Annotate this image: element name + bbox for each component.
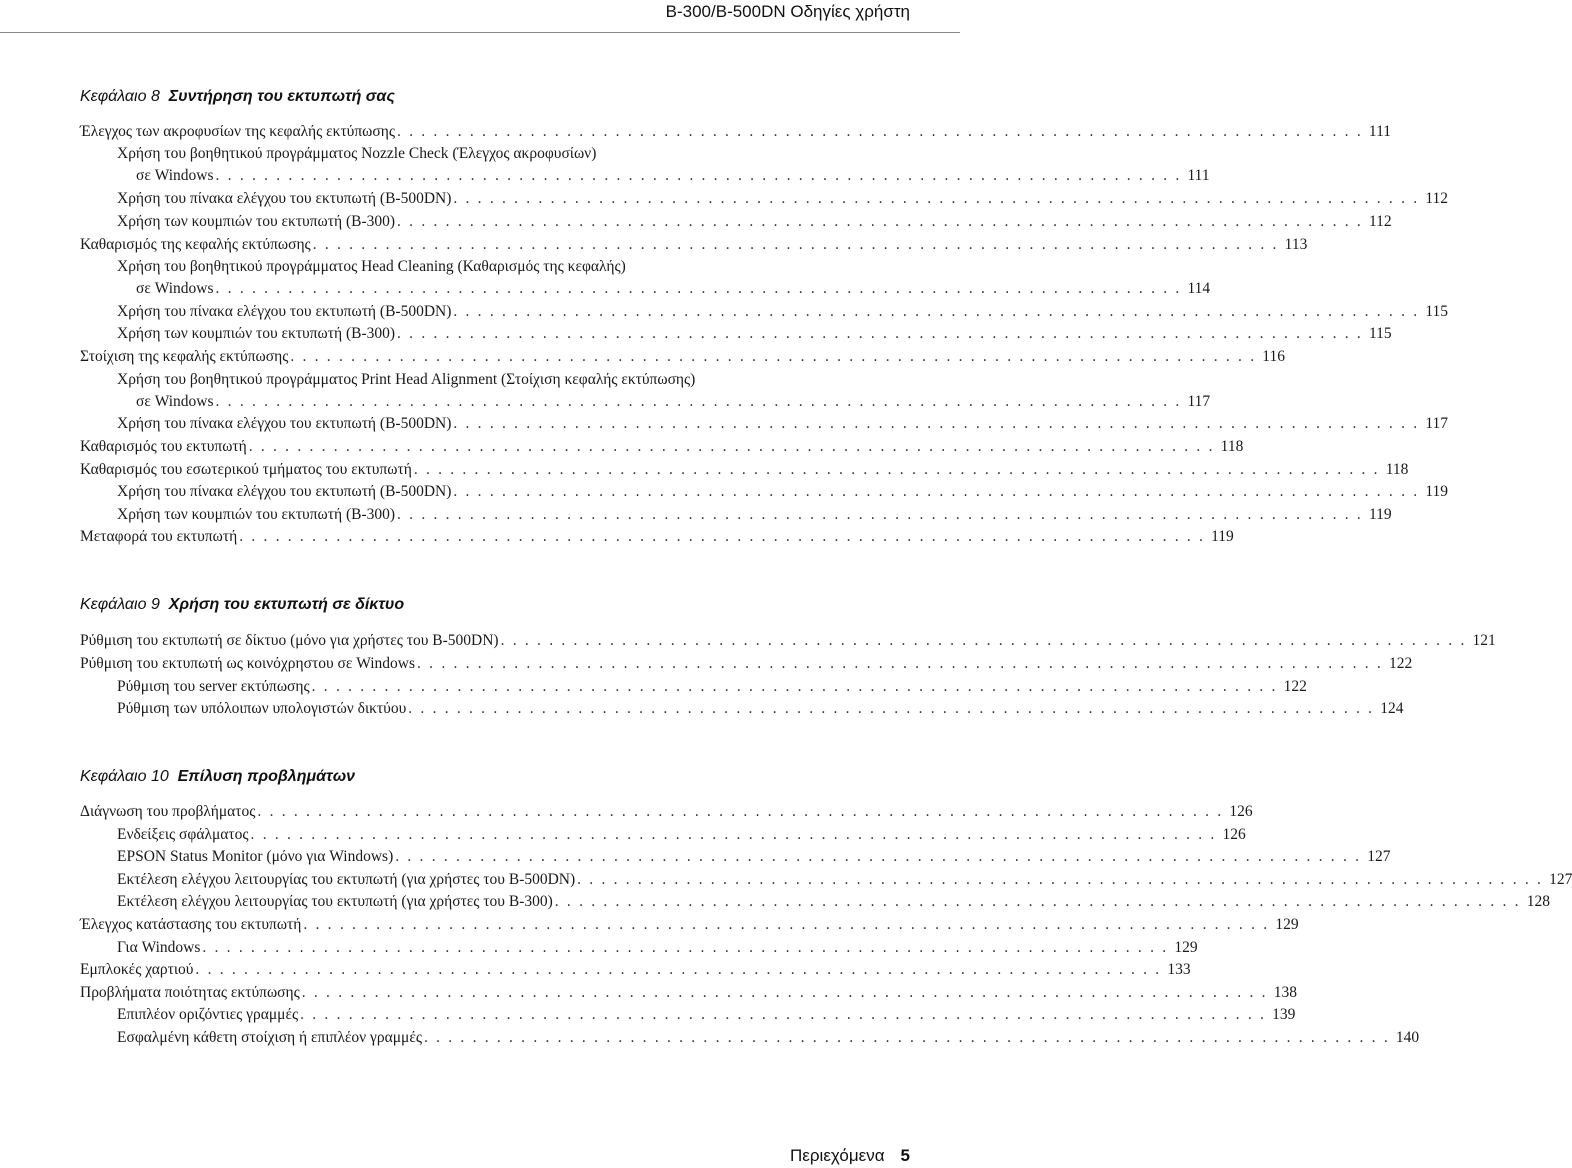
leader-dots: . . . . . . . . . . . . . . . . . . . . . . . . . . . . . . . . . . . . . . . . . . . . . . . . . . . . . . . . . . . . . . . . . . . . . . . . . . . . . . . .	[423, 1029, 1390, 1046]
toc-entry[interactable]: Για Windows . . . . . . . . . . . . . . . . . . . . . . . . . . . . . . . . . . . . . . . . . . . . . . . . . . . . . . . . . . . . . . . . . . . . . . . . . . . . . . . . 129	[117, 937, 783, 959]
chapter-heading-8	[80, 88, 783, 106]
leader-dots: . . . . . . . . . . . . . . . . . . . . . . . . . . . . . . . . . . . . . . . . . . . . . . . . . . . . . . . . . . . . . . . . . . . . . . . . . . . . . . . .	[250, 826, 1217, 843]
leader-dots: . . . . . . . . . . . . . . . . . . . . . . . . . . . . . . . . . . . . . . . . . . . . . . . . . . . . . . . . . . . . . . . . . . . . . . . . . . . . . . . .	[453, 483, 1420, 500]
toc-entry[interactable]: Εκτέλεση ελέγχου λειτουργίας του εκτυπωτή (για χρήστες του B-500DN) . . . . . . . . . . . . . . . . . . . . . . . . . . . . . . . . . . . . . . . . . . . . . . . . . . . . . . . . . . . . . . . . . . . . . . . . . . . . . . . . 127	[117, 869, 783, 891]
toc-entry[interactable]: Χρήση των κουμπιών του εκτυπωτή (B-300) . . . . . . . . . . . . . . . . . . . . . . . . . . . . . . . . . . . . . . . . . . . . . . . . . . . . . . . . . . . . . . . . . . . . . . . . . . . . . . . . 112	[117, 211, 783, 233]
page-number: 138	[1273, 984, 1297, 1001]
toc-entry[interactable]: Εσφαλμένη κάθετη στοίχιση ή επιπλέον γραμμές . . . . . . . . . . . . . . . . . . . . . . . . . . . . . . . . . . . . . . . . . . . . . . . . . . . . . . . . . . . . . . . . . . . . . . . . . . . . . . . . 140	[117, 1027, 783, 1049]
page-number: 122	[1283, 678, 1307, 695]
page-number: 139	[1272, 1006, 1296, 1023]
leader-dots: . . . . . . . . . . . . . . . . . . . . . . . . . . . . . . . . . . . . . . . . . . . . . . . . . . . . . . . . . . . . . . . . . . . . . . . . . . . . . . . .	[311, 678, 1278, 695]
header-title: B-300/B-500DN Οδηγίες χρήστη	[665, 2, 910, 21]
toc-entry[interactable]: Μεταφορά του εκτυπωτή . . . . . . . . . . . . . . . . . . . . . . . . . . . . . . . . . . . . . . . . . . . . . . . . . . . . . . . . . . . . . . . . . . . . . . . . . . . . . . . . 119	[80, 526, 783, 548]
leader-dots: . . . . . . . . . . . . . . . . . . . . . . . . . . . . . . . . . . . . . . . . . . . . . . . . . . . . . . . . . . . . . . . . . . . . . . . . . . . . . . . .	[453, 303, 1420, 320]
toc-entry[interactable]: Έλεγχος κατάστασης του εκτυπωτή . . . . . . . . . . . . . . . . . . . . . . . . . . . . . . . . . . . . . . . . . . . . . . . . . . . . . . . . . . . . . . . . . . . . . . . . . . . . . . . . 129	[80, 914, 783, 936]
toc-entry[interactable]: Χρήση του πίνακα ελέγχου του εκτυπωτή (B-500DN) . . . . . . . . . . . . . . . . . . . . . . . . . . . . . . . . . . . . . . . . . . . . . . . . . . . . . . . . . . . . . . . . . . . . . . . . . . . . . . . . 112	[117, 188, 783, 210]
leader-dots: . . . . . . . . . . . . . . . . . . . . . . . . . . . . . . . . . . . . . . . . . . . . . . . . . . . . . . . . . . . . . . . . . . . . . . . . . . . . . . . .	[300, 1006, 1267, 1023]
page-number: 117	[1425, 415, 1448, 432]
toc-entry[interactable]: Χρήση του βοηθητικού προγράμματος Print Head Alignment (Στοίχιση κεφαλής εκτύπωσης)	[117, 371, 696, 388]
leader-dots: . . . . . . . . . . . . . . . . . . . . . . . . . . . . . . . . . . . . . . . . . . . . . . . . . . . . . . . . . . . . . . . . . . . . . . . . . . . . . . . .	[453, 190, 1420, 207]
page-number: 114	[1187, 280, 1211, 297]
page-number: 133	[1167, 961, 1191, 978]
toc-entry[interactable]: Χρήση του πίνακα ελέγχου του εκτυπωτή (B-500DN) . . . . . . . . . . . . . . . . . . . . . . . . . . . . . . . . . . . . . . . . . . . . . . . . . . . . . . . . . . . . . . . . . . . . . . . . . . . . . . . . 115	[117, 301, 783, 323]
page-number: 126	[1222, 826, 1246, 843]
toc-entry[interactable]: Έλεγχος των ακροφυσίων της κεφαλής εκτύπωσης . . . . . . . . . . . . . . . . . . . . . . . . . . . . . . . . . . . . . . . . . . . . . . . . . . . . . . . . . . . . . . . . . . . . . . . . . . . . . . . . 111	[80, 121, 783, 143]
toc-entry[interactable]: Ρύθμιση του εκτυπωτή σε δίκτυο (μόνο για χρήστες του B-500DN) . . . . . . . . . . . . . . . . . . . . . . . . . . . . . . . . . . . . . . . . . . . . . . . . . . . . . . . . . . . . . . . . . . . . . . . . . . . . . . . . 121	[80, 630, 783, 652]
page-header	[0, 0, 960, 30]
page-number: 112	[1368, 213, 1392, 230]
leader-dots: . . . . . . . . . . . . . . . . . . . . . . . . . . . . . . . . . . . . . . . . . . . . . . . . . . . . . . . . . . . . . . . . . . . . . . . . . . . . . . . .	[202, 939, 1169, 956]
page-number: 129	[1174, 939, 1198, 956]
footer-section: Περιεχόμενα	[790, 1146, 885, 1165]
leader-dots: . . . . . . . . . . . . . . . . . . . . . . . . . . . . . . . . . . . . . . . . . . . . . . . . . . . . . . . . . . . . . . . . . . . . . . . . . . . . . . . .	[312, 236, 1279, 253]
leader-dots: . . . . . . . . . . . . . . . . . . . . . . . . . . . . . . . . . . . . . . . . . . . . . . . . . . . . . . . . . . . . . . . . . . . . . . . . . . . . . . . .	[408, 700, 1375, 717]
toc-entry[interactable]: Χρήση του βοηθητικού προγράμματος Nozzle Check (Έλεγχος ακροφυσίων)	[117, 145, 597, 162]
page-number: 118	[1220, 438, 1244, 455]
leader-dots: . . . . . . . . . . . . . . . . . . . . . . . . . . . . . . . . . . . . . . . . . . . . . . . . . . . . . . . . . . . . . . . . . . . . . . . . . . . . . . . .	[301, 984, 1268, 1001]
page-footer	[790, 1146, 910, 1166]
leader-dots: . . . . . . . . . . . . . . . . . . . . . . . . . . . . . . . . . . . . . . . . . . . . . . . . . . . . . . . . . . . . . . . . . . . . . . . . . . . . . . . .	[195, 961, 1162, 978]
toc-entry[interactable]: σε Windows . . . . . . . . . . . . . . . . . . . . . . . . . . . . . . . . . . . . . . . . . . . . . . . . . . . . . . . . . . . . . . . . . . . . . . . . . . . . . . . . 111	[136, 165, 783, 187]
page-number: 113	[1284, 236, 1308, 253]
leader-dots: . . . . . . . . . . . . . . . . . . . . . . . . . . . . . . . . . . . . . . . . . . . . . . . . . . . . . . . . . . . . . . . . . . . . . . . . . . . . . . . .	[215, 167, 1182, 184]
chapter-prefix: Κεφάλαιο 9	[80, 596, 160, 613]
toc-entry[interactable]: Ρύθμιση του server εκτύπωσης . . . . . . . . . . . . . . . . . . . . . . . . . . . . . . . . . . . . . . . . . . . . . . . . . . . . . . . . . . . . . . . . . . . . . . . . . . . . . . . . 122	[117, 676, 783, 698]
toc-entry[interactable]: Καθαρισμός του εσωτερικού τμήματος του εκτυπωτή . . . . . . . . . . . . . . . . . . . . . . . . . . . . . . . . . . . . . . . . . . . . . . . . . . . . . . . . . . . . . . . . . . . . . . . . . . . . . . . . 118	[80, 459, 783, 481]
chapter-heading-10	[80, 768, 783, 786]
leader-dots: . . . . . . . . . . . . . . . . . . . . . . . . . . . . . . . . . . . . . . . . . . . . . . . . . . . . . . . . . . . . . . . . . . . . . . . . . . . . . . . .	[577, 871, 1544, 888]
page-number: 122	[1388, 655, 1413, 672]
toc-entry[interactable]: Εμπλοκές χαρτιού . . . . . . . . . . . . . . . . . . . . . . . . . . . . . . . . . . . . . . . . . . . . . . . . . . . . . . . . . . . . . . . . . . . . . . . . . . . . . . . . 133	[80, 959, 783, 981]
leader-dots: . . . . . . . . . . . . . . . . . . . . . . . . . . . . . . . . . . . . . . . . . . . . . . . . . . . . . . . . . . . . . . . . . . . . . . . . . . . . . . . .	[257, 803, 1224, 820]
page-number: 128	[1526, 893, 1550, 910]
leader-dots: . . . . . . . . . . . . . . . . . . . . . . . . . . . . . . . . . . . . . . . . . . . . . . . . . . . . . . . . . . . . . . . . . . . . . . . . . . . . . . . .	[303, 916, 1270, 933]
toc-entry[interactable]: Επιπλέον οριζόντιες γραμμές . . . . . . . . . . . . . . . . . . . . . . . . . . . . . . . . . . . . . . . . . . . . . . . . . . . . . . . . . . . . . . . . . . . . . . . . . . . . . . . . 139	[117, 1004, 783, 1026]
leader-dots: . . . . . . . . . . . . . . . . . . . . . . . . . . . . . . . . . . . . . . . . . . . . . . . . . . . . . . . . . . . . . . . . . . . . . . . . . . . . . . . .	[397, 325, 1363, 342]
chapter-title: Συντήρηση του εκτυπωτή σας	[168, 88, 395, 105]
toc-entry[interactable]: Καθαρισμός της κεφαλής εκτύπωσης . . . . . . . . . . . . . . . . . . . . . . . . . . . . . . . . . . . . . . . . . . . . . . . . . . . . . . . . . . . . . . . . . . . . . . . . . . . . . . . . 113	[80, 234, 783, 256]
page-number: 115	[1368, 325, 1392, 342]
page-number: 119	[1368, 506, 1392, 523]
footer-page-number: 5	[900, 1146, 910, 1165]
leader-dots: . . . . . . . . . . . . . . . . . . . . . . . . . . . . . . . . . . . . . . . . . . . . . . . . . . . . . . . . . . . . . . . . . . . . . . . . . . . . . . . .	[239, 528, 1206, 545]
chapter-title: Χρήση του εκτυπωτή σε δίκτυο	[168, 596, 405, 613]
page-number: 117	[1187, 393, 1211, 410]
page-number: 127	[1367, 848, 1391, 865]
page-number: 116	[1262, 348, 1285, 365]
toc-entry[interactable]: σε Windows . . . . . . . . . . . . . . . . . . . . . . . . . . . . . . . . . . . . . . . . . . . . . . . . . . . . . . . . . . . . . . . . . . . . . . . . . . . . . . . . 114	[136, 278, 783, 300]
chapter-heading-9	[80, 596, 783, 614]
leader-dots: . . . . . . . . . . . . . . . . . . . . . . . . . . . . . . . . . . . . . . . . . . . . . . . . . . . . . . . . . . . . . . . . . . . . . . . . . . . . . . . .	[500, 632, 1467, 649]
toc-entry[interactable]: Χρήση των κουμπιών του εκτυπωτή (B-300) . . . . . . . . . . . . . . . . . . . . . . . . . . . . . . . . . . . . . . . . . . . . . . . . . . . . . . . . . . . . . . . . . . . . . . . . . . . . . . . . 115	[117, 323, 783, 345]
toc-entry[interactable]: Χρήση του πίνακα ελέγχου του εκτυπωτή (B-500DN) . . . . . . . . . . . . . . . . . . . . . . . . . . . . . . . . . . . . . . . . . . . . . . . . . . . . . . . . . . . . . . . . . . . . . . . . . . . . . . . . 117	[117, 413, 783, 435]
page-number: 121	[1472, 632, 1496, 649]
toc-entry[interactable]: Ενδείξεις σφάλματος . . . . . . . . . . . . . . . . . . . . . . . . . . . . . . . . . . . . . . . . . . . . . . . . . . . . . . . . . . . . . . . . . . . . . . . . . . . . . . . . 126	[117, 824, 783, 846]
leader-dots: . . . . . . . . . . . . . . . . . . . . . . . . . . . . . . . . . . . . . . . . . . . . . . . . . . . . . . . . . . . . . . . . . . . . . . . . . . . . . . . .	[397, 506, 1363, 523]
toc-entry[interactable]: Εκτέλεση ελέγχου λειτουργίας του εκτυπωτή (για χρήστες του B-300) . . . . . . . . . . . . . . . . . . . . . . . . . . . . . . . . . . . . . . . . . . . . . . . . . . . . . . . . . . . . . . . . . . . . . . . . . . . . . . . . 128	[117, 891, 783, 913]
page-number: 140	[1395, 1029, 1420, 1046]
page-number: 119	[1425, 483, 1448, 500]
page-number: 127	[1549, 871, 1572, 888]
toc-entry[interactable]: Ρύθμιση των υπόλοιπων υπολογιστών δικτύου . . . . . . . . . . . . . . . . . . . . . . . . . . . . . . . . . . . . . . . . . . . . . . . . . . . . . . . . . . . . . . . . . . . . . . . . . . . . . . . . 124	[117, 698, 783, 720]
leader-dots: . . . . . . . . . . . . . . . . . . . . . . . . . . . . . . . . . . . . . . . . . . . . . . . . . . . . . . . . . . . . . . . . . . . . . . . . . . . . . . . .	[396, 123, 1363, 140]
leader-dots: . . . . . . . . . . . . . . . . . . . . . . . . . . . . . . . . . . . . . . . . . . . . . . . . . . . . . . . . . . . . . . . . . . . . . . . . . . . . . . . .	[554, 893, 1521, 910]
toc-entry[interactable]: σε Windows . . . . . . . . . . . . . . . . . . . . . . . . . . . . . . . . . . . . . . . . . . . . . . . . . . . . . . . . . . . . . . . . . . . . . . . . . . . . . . . . 117	[136, 391, 783, 413]
leader-dots: . . . . . . . . . . . . . . . . . . . . . . . . . . . . . . . . . . . . . . . . . . . . . . . . . . . . . . . . . . . . . . . . . . . . . . . . . . . . . . . .	[413, 461, 1380, 478]
leader-dots: . . . . . . . . . . . . . . . . . . . . . . . . . . . . . . . . . . . . . . . . . . . . . . . . . . . . . . . . . . . . . . . . . . . . . . . . . . . . . . . .	[417, 655, 1383, 672]
toc-entry[interactable]: EPSON Status Monitor (μόνο για Windows) . . . . . . . . . . . . . . . . . . . . . . . . . . . . . . . . . . . . . . . . . . . . . . . . . . . . . . . . . . . . . . . . . . . . . . . . . . . . . . . . 127	[117, 846, 783, 868]
leader-dots: . . . . . . . . . . . . . . . . . . . . . . . . . . . . . . . . . . . . . . . . . . . . . . . . . . . . . . . . . . . . . . . . . . . . . . . . . . . . . . . .	[397, 213, 1363, 230]
chapter-title: Επίλυση προβλημάτων	[177, 768, 356, 785]
header-divider	[0, 32, 960, 33]
page-number: 118	[1385, 461, 1409, 478]
toc-entry[interactable]: Ρύθμιση του εκτυπωτή ως κοινόχρηστου σε Windows . . . . . . . . . . . . . . . . . . . . . . . . . . . . . . . . . . . . . . . . . . . . . . . . . . . . . . . . . . . . . . . . . . . . . . . . . . . . . . . . 122	[80, 653, 783, 675]
toc-entry[interactable]: Χρήση του βοηθητικού προγράμματος Head Cleaning (Καθαρισμός της κεφαλής)	[117, 258, 626, 275]
leader-dots: . . . . . . . . . . . . . . . . . . . . . . . . . . . . . . . . . . . . . . . . . . . . . . . . . . . . . . . . . . . . . . . . . . . . . . . . . . . . . . . .	[453, 415, 1420, 432]
toc-entry[interactable]: Στοίχιση της κεφαλής εκτύπωσης . . . . . . . . . . . . . . . . . . . . . . . . . . . . . . . . . . . . . . . . . . . . . . . . . . . . . . . . . . . . . . . . . . . . . . . . . . . . . . . . 116	[80, 346, 783, 368]
leader-dots: . . . . . . . . . . . . . . . . . . . . . . . . . . . . . . . . . . . . . . . . . . . . . . . . . . . . . . . . . . . . . . . . . . . . . . . . . . . . . . . .	[215, 280, 1182, 297]
toc-entry[interactable]: Καθαρισμός του εκτυπωτή . . . . . . . . . . . . . . . . . . . . . . . . . . . . . . . . . . . . . . . . . . . . . . . . . . . . . . . . . . . . . . . . . . . . . . . . . . . . . . . . 118	[80, 436, 783, 458]
page-number: 111	[1187, 167, 1210, 184]
toc-entry[interactable]: Διάγνωση του προβλήματος . . . . . . . . . . . . . . . . . . . . . . . . . . . . . . . . . . . . . . . . . . . . . . . . . . . . . . . . . . . . . . . . . . . . . . . . . . . . . . . . 126	[80, 801, 783, 823]
page-number: 124	[1380, 700, 1404, 717]
page-number: 129	[1275, 916, 1299, 933]
page-number: 115	[1425, 303, 1448, 320]
chapter-prefix: Κεφάλαιο 8	[80, 88, 160, 105]
page-number: 119	[1211, 528, 1234, 545]
page-number: 126	[1229, 803, 1253, 820]
page-number: 111	[1368, 123, 1392, 140]
leader-dots: . . . . . . . . . . . . . . . . . . . . . . . . . . . . . . . . . . . . . . . . . . . . . . . . . . . . . . . . . . . . . . . . . . . . . . . . . . . . . . . .	[395, 848, 1362, 865]
toc-entry[interactable]: Χρήση του πίνακα ελέγχου του εκτυπωτή (B-500DN) . . . . . . . . . . . . . . . . . . . . . . . . . . . . . . . . . . . . . . . . . . . . . . . . . . . . . . . . . . . . . . . . . . . . . . . . . . . . . . . . 119	[117, 481, 783, 503]
page-number: 112	[1425, 190, 1448, 207]
toc-entry[interactable]: Προβλήματα ποιότητας εκτύπωσης . . . . . . . . . . . . . . . . . . . . . . . . . . . . . . . . . . . . . . . . . . . . . . . . . . . . . . . . . . . . . . . . . . . . . . . . . . . . . . . . 138	[80, 982, 783, 1004]
leader-dots: . . . . . . . . . . . . . . . . . . . . . . . . . . . . . . . . . . . . . . . . . . . . . . . . . . . . . . . . . . . . . . . . . . . . . . . . . . . . . . . .	[290, 348, 1257, 365]
chapter-prefix: Κεφάλαιο 10	[80, 768, 169, 785]
leader-dots: . . . . . . . . . . . . . . . . . . . . . . . . . . . . . . . . . . . . . . . . . . . . . . . . . . . . . . . . . . . . . . . . . . . . . . . . . . . . . . . .	[248, 438, 1215, 455]
leader-dots: . . . . . . . . . . . . . . . . . . . . . . . . . . . . . . . . . . . . . . . . . . . . . . . . . . . . . . . . . . . . . . . . . . . . . . . . . . . . . . . .	[215, 393, 1182, 410]
toc-entry[interactable]: Χρήση των κουμπιών του εκτυπωτή (B-300) . . . . . . . . . . . . . . . . . . . . . . . . . . . . . . . . . . . . . . . . . . . . . . . . . . . . . . . . . . . . . . . . . . . . . . . . . . . . . . . . 119	[117, 504, 783, 526]
